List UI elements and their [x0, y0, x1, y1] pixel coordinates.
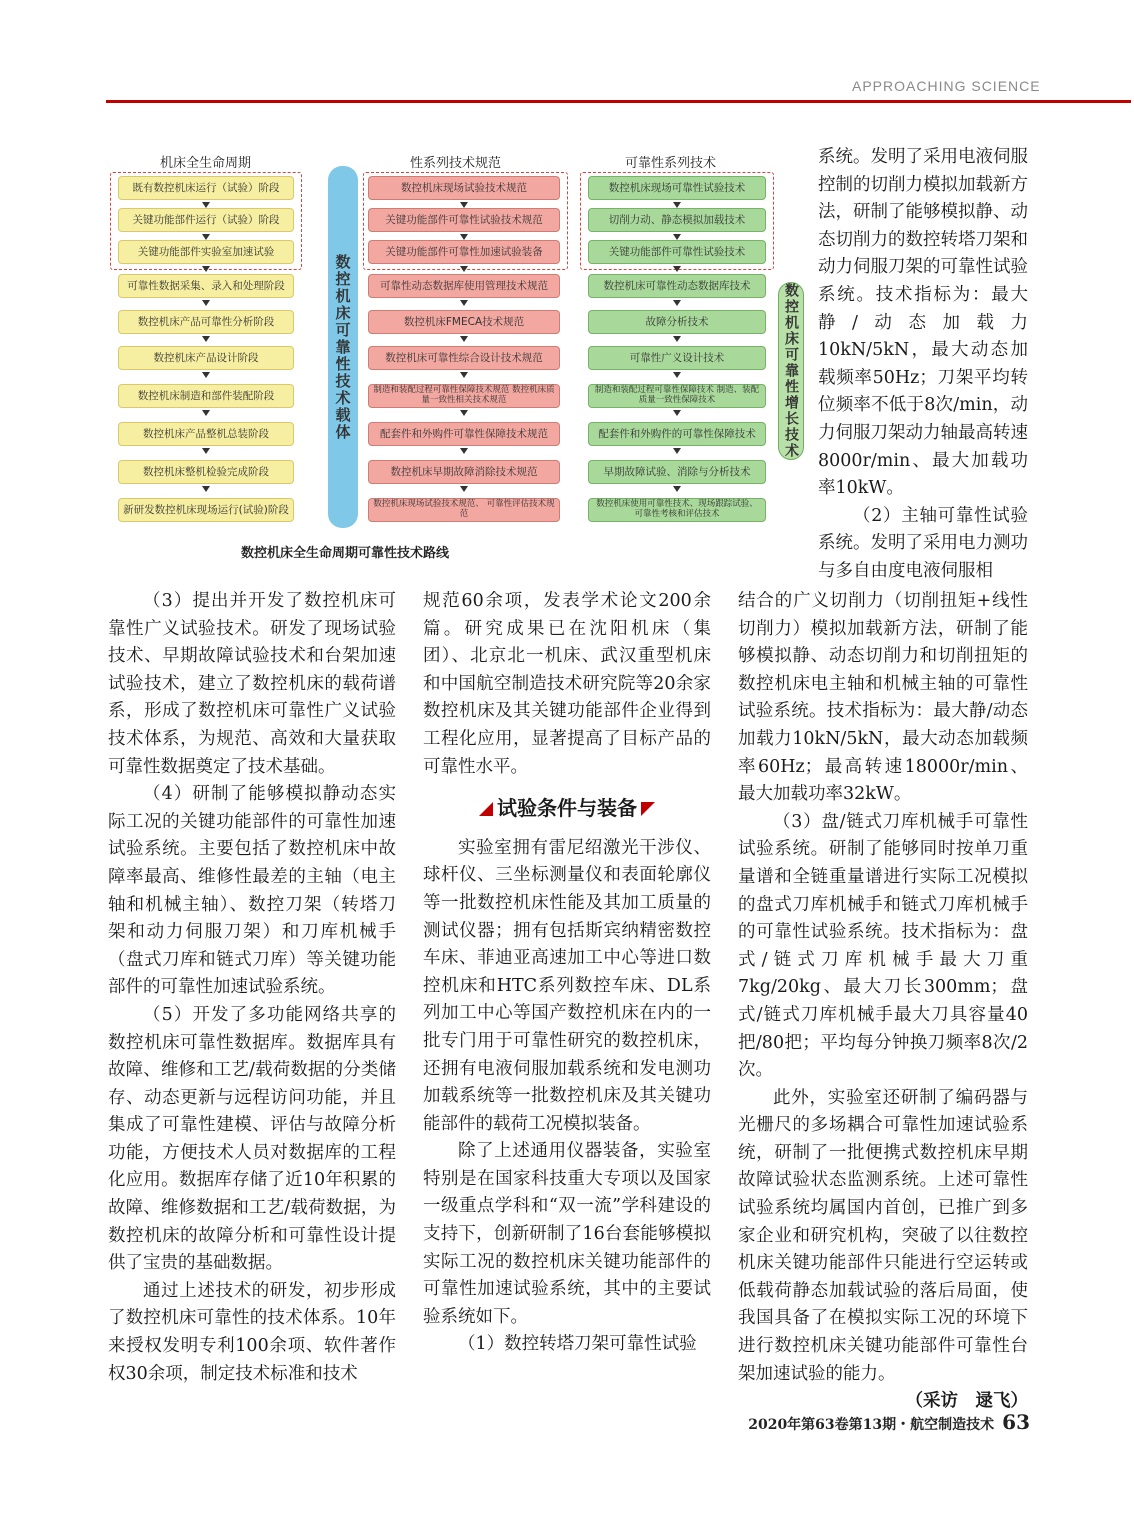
mid-box: 数控机床现场试验技术规范 [368, 176, 560, 200]
growth-bar: 数控机床可靠性增长技术 [778, 282, 804, 460]
down-arrow-icon [202, 266, 210, 272]
left-box: 数控机床产品整机总装阶段 [118, 422, 294, 446]
paragraph: （3）盘/链式刀库机械手可靠性试验系统。研制了能够同时按单刀重量谱和全链重量谱进行实际工况模拟的盘式刀库机械手和链式刀库机械手的可靠性试验系统。技术指标为：盘式/链式刀库机械手最大刀重7kg/20kg、最大刀长300mm；盘式/链式刀库机械手最大刀具容量40把/80把；平均每分钟换刀频率8次/2次。 [738, 811, 1028, 1081]
down-arrow-icon [673, 486, 681, 492]
section-heading [423, 795, 711, 823]
mid-box: 数控机床FMECA技术规范 [368, 310, 560, 334]
left-box: 关键功能部件实验室加速试验 [118, 240, 294, 264]
page-footer [748, 1410, 1030, 1434]
byline: （采访 逯飞） [905, 1391, 1028, 1412]
text-col-1 [108, 588, 396, 1388]
text-col-3 [738, 588, 1028, 1416]
left-box: 既有数控机床运行（试验）阶段 [118, 176, 294, 200]
paragraph: 此外，实验室还研制了编码器与光栅尺的多场耦合可靠性加速试验系统，研制了一批便携式数控机床早期故障试验状态监测系统。上述可靠性试验系统均属国内首创，已推广到多家企业和研究机构，突破了以往数控机床关键功能部件只能进行空运转或低载荷静态加载试验的落后局面，使我国具备了在模拟实际工况的环境下进行数控机床关键功能部件可靠性台架加速试验的能力。 [738, 1087, 1028, 1384]
right-box: 制造和装配过程可靠性保障技术 制造、装配质量一致性保障技术 [588, 384, 766, 408]
down-arrow-icon [202, 300, 210, 306]
mid-box: 制造和装配过程可靠性保障技术规范 数控机床质量一致性相关技术规范 [368, 384, 560, 408]
down-arrow-icon [202, 410, 210, 416]
right-box: 故障分析技术 [588, 310, 766, 334]
down-arrow-icon [673, 372, 681, 378]
page-number: 63 [1002, 1410, 1030, 1434]
col-title-tech: 可靠性系列技术 [625, 156, 717, 171]
text-col-2 [423, 588, 711, 1359]
mid-box: 数控机床早期故障消除技术规范 [368, 460, 560, 484]
right-box: 配套件和外购件的可靠性保障技术 [588, 422, 766, 446]
col-title-lifecycle: 机床全生命周期 [160, 156, 252, 171]
left-box: 关键功能部件运行（试验）阶段 [118, 208, 294, 232]
down-arrow-icon [202, 336, 210, 342]
right-box: 数控机床现场可靠性试验技术 [588, 176, 766, 200]
down-arrow-icon [460, 410, 468, 416]
paragraph: 除了上述通用仪器装备，实验室特别是在国家科技重大专项以及国家一级重点学科和“双一流”学科建设的支持下，创新研制了16台套能够模拟实际工况的数控机床关键功能部件的可靠性加速试验系统，其中的主要试验系统如下。 [423, 1141, 711, 1327]
left-box: 新研发数控机床现场运行(试验)阶段 [118, 498, 294, 522]
mid-box: 关键功能部件可靠性加速试验装备 [368, 240, 560, 264]
left-box: 数控机床制造和部件装配阶段 [118, 384, 294, 408]
paragraph: 实验室拥有雷尼绍激光干涉仪、球杆仪、三坐标测量仪和表面轮廓仪等一批数控机床性能及其加工质量的测试仪器；拥有包括斯宾纳精密数控车床、菲迪亚高速加工中心等进口数控机床和HTC系列数控车床、DL系列加工中心等国产数控机床在内的一批专门用于可靠性研究的数控机床，还拥有电液伺服加载系统和发电测功加载系统等一批数控机床及其关键功能部件的载荷工况模拟装备。 [423, 837, 711, 1134]
paragraph: 系统。发明了采用电液伺服控制的切削力模拟加载新方法，研制了能够模拟静、动态切削力的数控转塔刀架和动力伺服刀架的可靠性试验系统。技术指标为：最大静/动态加载力10kN/5kN，最大动态加载频率50Hz；刀架平均转位频率不低于8次/min，动力伺服刀架动力轴最高转速8000r/min、最大加载功率10kW。 [818, 147, 1028, 499]
down-arrow-icon [202, 486, 210, 492]
mid-box: 可靠性动态数据库使用管理技术规范 [368, 274, 560, 298]
triangle-right-icon [641, 802, 655, 816]
left-box: 可靠性数据采集、录入和处理阶段 [118, 274, 294, 298]
text-col-right-top [818, 144, 1028, 586]
right-box: 数控机床可靠性动态数据库技术 [588, 274, 766, 298]
down-arrow-icon [460, 448, 468, 454]
carrier-bar: 数控机床可靠性技术载体 [328, 166, 358, 528]
down-arrow-icon [460, 372, 468, 378]
down-arrow-icon [673, 410, 681, 416]
col-title-spec: 性系列技术规范 [410, 156, 502, 171]
journal-info: 2020年第63卷第13期・航空制造技术 [748, 1417, 995, 1433]
triangle-left-icon [479, 802, 493, 816]
reliability-roadmap-diagram [110, 148, 810, 568]
down-arrow-icon [460, 300, 468, 306]
left-box: 数控机床整机检验完成阶段 [118, 460, 294, 484]
paragraph: 结合的广义切削力（切削扭矩+线性切削力）模拟加载新方法，研制了能够模拟静、动态切削力和切削扭矩的数控机床电主轴和机械主轴的可靠性试验系统。技术指标为：最大静/动态加载力10kN/5kN，最大动态加载频率60Hz；最高转速18000r/min、最大加载功率32kW。 [738, 591, 1028, 805]
running-header: APPROACHING SCIENCE [852, 78, 1041, 94]
down-arrow-icon [673, 336, 681, 342]
down-arrow-icon [202, 372, 210, 378]
paragraph: 规范60余项，发表学术论文200余篇。研究成果已在沈阳机床（集团）、北京北一机床、武汉重型机床和中国航空制造技术研究院等20余家数控机床及其关键功能部件企业得到工程化应用，显著提高了目标产品的可靠性水平。 [423, 591, 711, 777]
right-box: 可靠性广义设计技术 [588, 346, 766, 370]
right-box: 关键功能部件可靠性试验技术 [588, 240, 766, 264]
down-arrow-icon [202, 448, 210, 454]
left-box: 数控机床产品可靠性分析阶段 [118, 310, 294, 334]
mid-box: 配套件和外购件可靠性保障技术规范 [368, 422, 560, 446]
right-box: 早期故障试验、消除与分析技术 [588, 460, 766, 484]
right-box: 切削力动、静态模拟加载技术 [588, 208, 766, 232]
section-heading-text: 试验条件与装备 [497, 796, 637, 821]
header-rule [106, 100, 1131, 103]
paragraph: （1）数控转塔刀架可靠性试验 [458, 1334, 697, 1355]
left-box: 数控机床产品设计阶段 [118, 346, 294, 370]
paragraph: （2）主轴可靠性试验系统。发明了采用电力测功与多自由度电液伺服相 [818, 505, 1028, 581]
mid-box: 关键功能部件可靠性试验技术规范 [368, 208, 560, 232]
down-arrow-icon [673, 448, 681, 454]
paragraph: 通过上述技术的研发，初步形成了数控机床可靠性的技术体系。10年来授权发明专利100余项、软件著作权30余项，制定技术标准和技术 [108, 1280, 396, 1384]
right-box: 数控机床使用可靠性技术、现场跟踪试验、 可靠性考核和评估技术 [588, 498, 766, 522]
mid-box: 数控机床现场试验技术规范、 可靠性评估技术规范 [368, 498, 560, 522]
down-arrow-icon [673, 266, 681, 272]
figure-caption: 数控机床全生命周期可靠性技术路线 [240, 546, 449, 561]
down-arrow-icon [460, 266, 468, 272]
mid-box: 数控机床可靠性综合设计技术规范 [368, 346, 560, 370]
paragraph: （4）研制了能够模拟静动态实际工况的关键功能部件的可靠性加速试验系统。主要包括了数控机床中故障率最高、维修性最差的主轴（电主轴和机械主轴）、数控刀架（转塔刀架和动力伺服刀架）和刀库机械手（盘式刀库和链式刀库）等关键功能部件的可靠性加速试验系统。 [108, 784, 396, 998]
paragraph: （3）提出并开发了数控机床可靠性广义试验技术。研发了现场试验技术、早期故障试验技术和台架加速试验技术，建立了数控机床的载荷谱系，形成了数控机床可靠性广义试验技术体系，为规范、高效和大量获取可靠性数据奠定了技术基础。 [108, 591, 396, 777]
down-arrow-icon [673, 300, 681, 306]
paragraph: （5）开发了多功能网络共享的数控机床可靠性数据库。数据库具有故障、维修和工艺/载荷数据的分类储存、动态更新与远程访问功能，并且集成了可靠性建模、评估与故障分析功能，方便技术人员对数据库的工程化应用。数据库存储了近10年积累的故障、维修数据和工艺/载荷数据，为数控机床的故障分析和可靠性设计提供了宝贵的基础数据。 [108, 1004, 396, 1274]
down-arrow-icon [460, 336, 468, 342]
down-arrow-icon [460, 486, 468, 492]
